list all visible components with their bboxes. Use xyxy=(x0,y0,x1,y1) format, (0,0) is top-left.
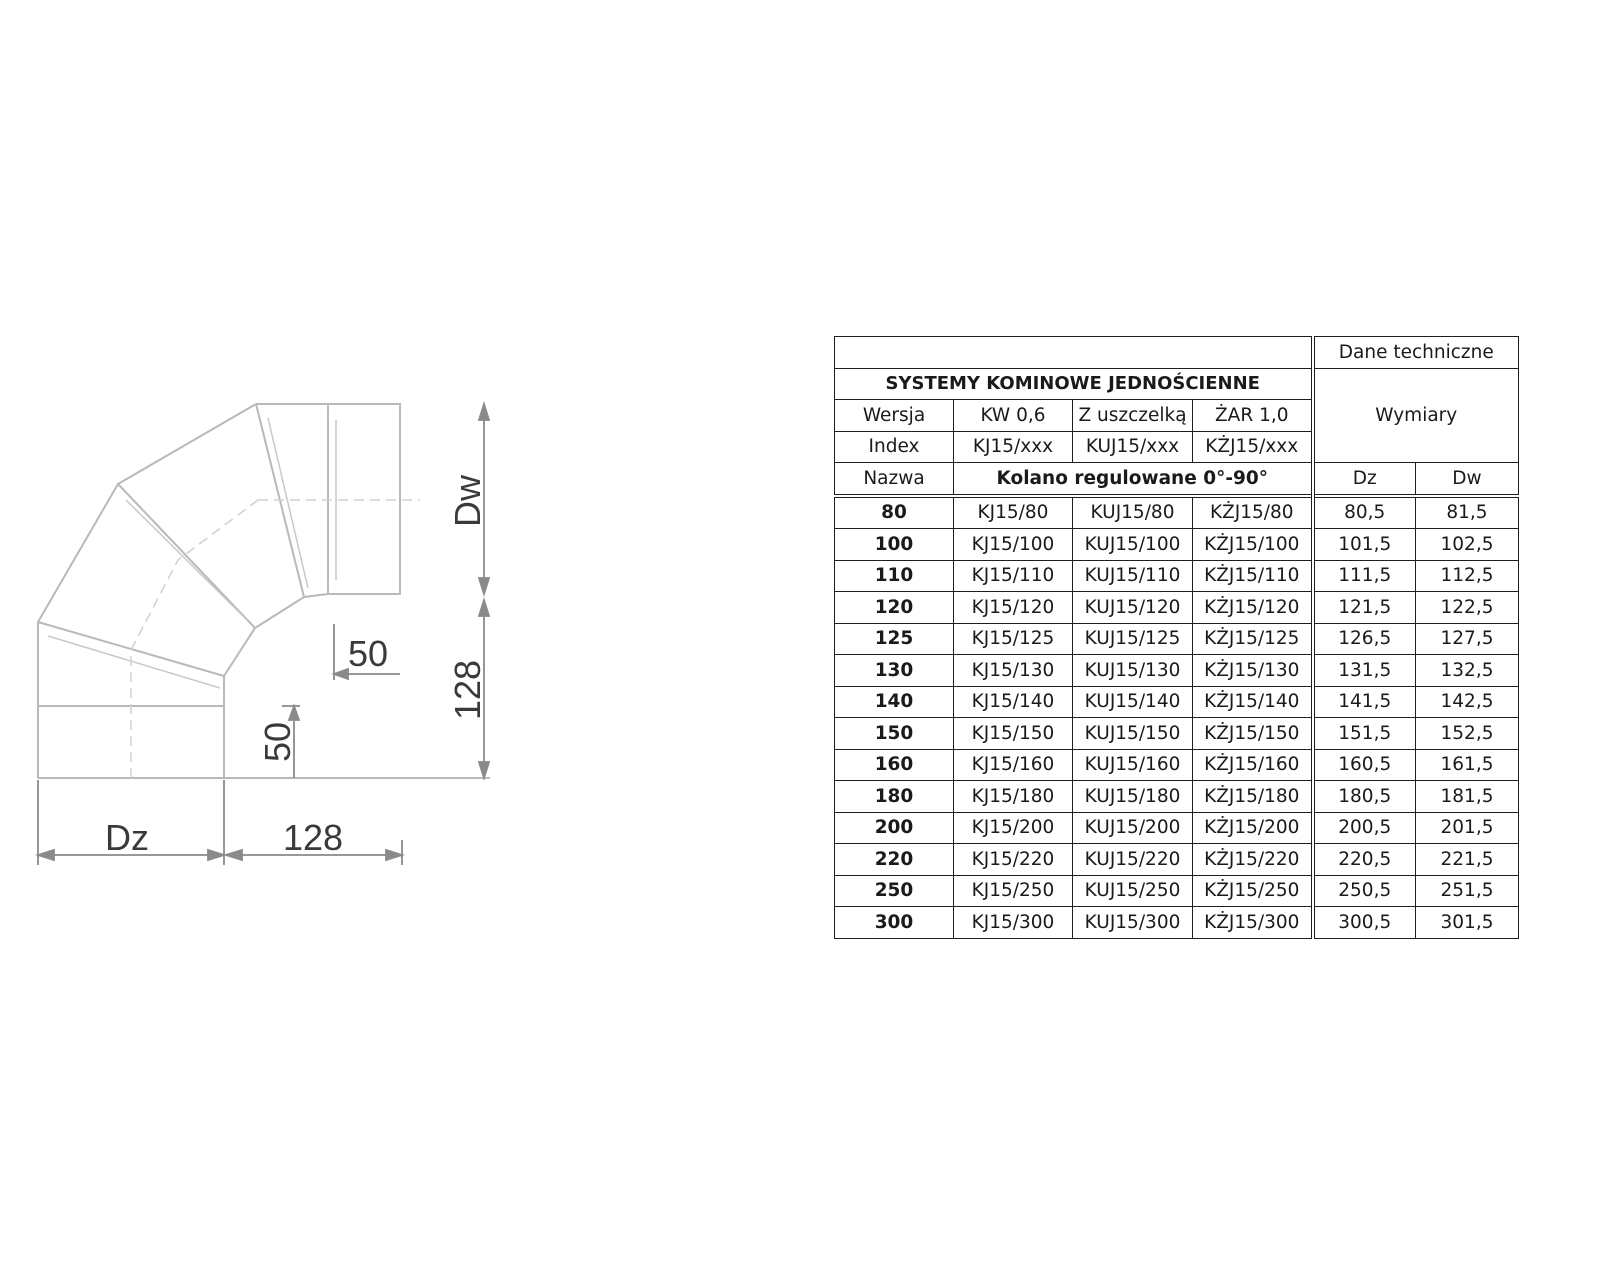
uszczelka-index-cell: KUJ15/100 xyxy=(1073,529,1193,561)
header-row-1 xyxy=(835,337,1519,369)
kw-index-cell: KJ15/180 xyxy=(954,781,1073,813)
header-wymiary: Wymiary xyxy=(1313,368,1519,463)
dz-value-cell: 180,5 xyxy=(1313,781,1416,813)
table-title: SYSTEMY KOMINOWE JEDNOŚCIENNE xyxy=(835,368,1313,400)
row-size-cell: 125 xyxy=(835,623,954,655)
table-row xyxy=(835,592,1519,624)
header-blank-cell xyxy=(835,337,1313,369)
row-size-cell: 180 xyxy=(835,781,954,813)
row-size-cell: 220 xyxy=(835,844,954,876)
dz-value-cell: 121,5 xyxy=(1313,592,1416,624)
dim-label-dz: Dz xyxy=(105,817,149,858)
row-size-cell: 160 xyxy=(835,749,954,781)
dw-value-cell: 181,5 xyxy=(1416,781,1519,813)
uszczelka-index-cell: KUJ15/125 xyxy=(1073,623,1193,655)
zar-index-cell: KŻJ15/160 xyxy=(1193,749,1313,781)
wersja-value: KW 0,6 xyxy=(954,400,1073,432)
header-row-2 xyxy=(835,368,1519,400)
table-row xyxy=(835,907,1519,939)
row-size-cell: 300 xyxy=(835,907,954,939)
index-value: KUJ15/xxx xyxy=(1073,431,1193,463)
kw-index-cell: KJ15/80 xyxy=(954,496,1073,529)
dz-header: Dz xyxy=(1313,463,1416,496)
table-row xyxy=(835,529,1519,561)
dz-value-cell: 151,5 xyxy=(1313,718,1416,750)
dw-value-cell: 301,5 xyxy=(1416,907,1519,939)
row-size-cell: 140 xyxy=(835,686,954,718)
uszczelka-index-cell: KUJ15/160 xyxy=(1073,749,1193,781)
dw-value-cell: 201,5 xyxy=(1416,812,1519,844)
row-size-cell: 200 xyxy=(835,812,954,844)
dw-value-cell: 102,5 xyxy=(1416,529,1519,561)
kw-index-cell: KJ15/140 xyxy=(954,686,1073,718)
uszczelka-index-cell: KUJ15/180 xyxy=(1073,781,1193,813)
dw-value-cell: 132,5 xyxy=(1416,655,1519,687)
zar-index-cell: KŻJ15/200 xyxy=(1193,812,1313,844)
dz-value-cell: 200,5 xyxy=(1313,812,1416,844)
zar-index-cell: KŻJ15/300 xyxy=(1193,907,1313,939)
zar-index-cell: KŻJ15/150 xyxy=(1193,718,1313,750)
row-size-cell: 120 xyxy=(835,592,954,624)
dz-value-cell: 126,5 xyxy=(1313,623,1416,655)
table-row xyxy=(835,655,1519,687)
kw-index-cell: KJ15/300 xyxy=(954,907,1073,939)
dz-value-cell: 160,5 xyxy=(1313,749,1416,781)
uszczelka-index-cell: KUJ15/200 xyxy=(1073,812,1193,844)
dw-value-cell: 81,5 xyxy=(1416,496,1519,529)
dz-value-cell: 250,5 xyxy=(1313,875,1416,907)
zar-index-cell: KŻJ15/100 xyxy=(1193,529,1313,561)
dw-value-cell: 221,5 xyxy=(1416,844,1519,876)
dimension-lines xyxy=(38,404,489,865)
zar-index-cell: KŻJ15/220 xyxy=(1193,844,1313,876)
uszczelka-index-cell: KUJ15/120 xyxy=(1073,592,1193,624)
zar-index-cell: KŻJ15/250 xyxy=(1193,875,1313,907)
uszczelka-index-cell: KUJ15/130 xyxy=(1073,655,1193,687)
dw-value-cell: 161,5 xyxy=(1416,749,1519,781)
kw-index-cell: KJ15/220 xyxy=(954,844,1073,876)
table-row xyxy=(835,875,1519,907)
uszczelka-index-cell: KUJ15/220 xyxy=(1073,844,1193,876)
wersja-label: Wersja xyxy=(835,400,954,432)
zar-index-cell: KŻJ15/120 xyxy=(1193,592,1313,624)
zar-index-cell: KŻJ15/80 xyxy=(1193,496,1313,529)
row-size-cell: 130 xyxy=(835,655,954,687)
zar-index-cell: KŻJ15/110 xyxy=(1193,560,1313,592)
dim-label-50-left: 50 xyxy=(257,721,298,763)
spec-table xyxy=(834,336,1519,939)
dz-value-cell: 300,5 xyxy=(1313,907,1416,939)
row-size-cell: 110 xyxy=(835,560,954,592)
nazwa-label: Nazwa xyxy=(835,463,954,496)
dw-value-cell: 251,5 xyxy=(1416,875,1519,907)
dw-value-cell: 112,5 xyxy=(1416,560,1519,592)
table-row xyxy=(835,496,1519,529)
elbow-technical-drawing xyxy=(0,0,520,1280)
dw-value-cell: 127,5 xyxy=(1416,623,1519,655)
dz-value-cell: 131,5 xyxy=(1313,655,1416,687)
table-row xyxy=(835,686,1519,718)
table-row xyxy=(835,781,1519,813)
dw-value-cell: 152,5 xyxy=(1416,718,1519,750)
wersja-value: ŻAR 1,0 xyxy=(1193,400,1313,432)
wersja-value: Z uszczelką xyxy=(1073,400,1193,432)
dim-label-50-top: 50 xyxy=(347,633,389,674)
uszczelka-index-cell: KUJ15/150 xyxy=(1073,718,1193,750)
index-value: KŻJ15/xxx xyxy=(1193,431,1313,463)
header-row-nazwa xyxy=(835,463,1519,496)
dim-label-dw: Dw xyxy=(447,475,488,527)
zar-index-cell: KŻJ15/125 xyxy=(1193,623,1313,655)
kw-index-cell: KJ15/250 xyxy=(954,875,1073,907)
nazwa-value: Kolano regulowane 0°-90° xyxy=(954,463,1313,496)
uszczelka-index-cell: KUJ15/110 xyxy=(1073,560,1193,592)
zar-index-cell: KŻJ15/130 xyxy=(1193,655,1313,687)
table-row xyxy=(835,749,1519,781)
kw-index-cell: KJ15/100 xyxy=(954,529,1073,561)
table-row xyxy=(835,844,1519,876)
dz-value-cell: 141,5 xyxy=(1313,686,1416,718)
kw-index-cell: KJ15/200 xyxy=(954,812,1073,844)
table-row xyxy=(835,812,1519,844)
zar-index-cell: KŻJ15/140 xyxy=(1193,686,1313,718)
dim-label-128-horizontal: 128 xyxy=(282,817,344,858)
zar-index-cell: KŻJ15/180 xyxy=(1193,781,1313,813)
kw-index-cell: KJ15/120 xyxy=(954,592,1073,624)
dz-value-cell: 220,5 xyxy=(1313,844,1416,876)
row-size-cell: 80 xyxy=(835,496,954,529)
table-row xyxy=(835,623,1519,655)
dim-label-128-vertical: 128 xyxy=(447,659,488,721)
header-dane-techniczne: Dane techniczne xyxy=(1313,337,1519,369)
uszczelka-index-cell: KUJ15/140 xyxy=(1073,686,1193,718)
row-size-cell: 250 xyxy=(835,875,954,907)
row-size-cell: 150 xyxy=(835,718,954,750)
dz-value-cell: 111,5 xyxy=(1313,560,1416,592)
kw-index-cell: KJ15/110 xyxy=(954,560,1073,592)
index-label: Index xyxy=(835,431,954,463)
uszczelka-index-cell: KUJ15/300 xyxy=(1073,907,1193,939)
uszczelka-index-cell: KUJ15/250 xyxy=(1073,875,1193,907)
kw-index-cell: KJ15/150 xyxy=(954,718,1073,750)
table-row xyxy=(835,560,1519,592)
dw-header: Dw xyxy=(1416,463,1519,496)
elbow-outline xyxy=(38,404,490,778)
index-value: KJ15/xxx xyxy=(954,431,1073,463)
row-size-cell: 100 xyxy=(835,529,954,561)
uszczelka-index-cell: KUJ15/80 xyxy=(1073,496,1193,529)
dw-value-cell: 122,5 xyxy=(1416,592,1519,624)
dz-value-cell: 101,5 xyxy=(1313,529,1416,561)
kw-index-cell: KJ15/125 xyxy=(954,623,1073,655)
kw-index-cell: KJ15/160 xyxy=(954,749,1073,781)
dw-value-cell: 142,5 xyxy=(1416,686,1519,718)
dz-value-cell: 80,5 xyxy=(1313,496,1416,529)
kw-index-cell: KJ15/130 xyxy=(954,655,1073,687)
table-row xyxy=(835,718,1519,750)
